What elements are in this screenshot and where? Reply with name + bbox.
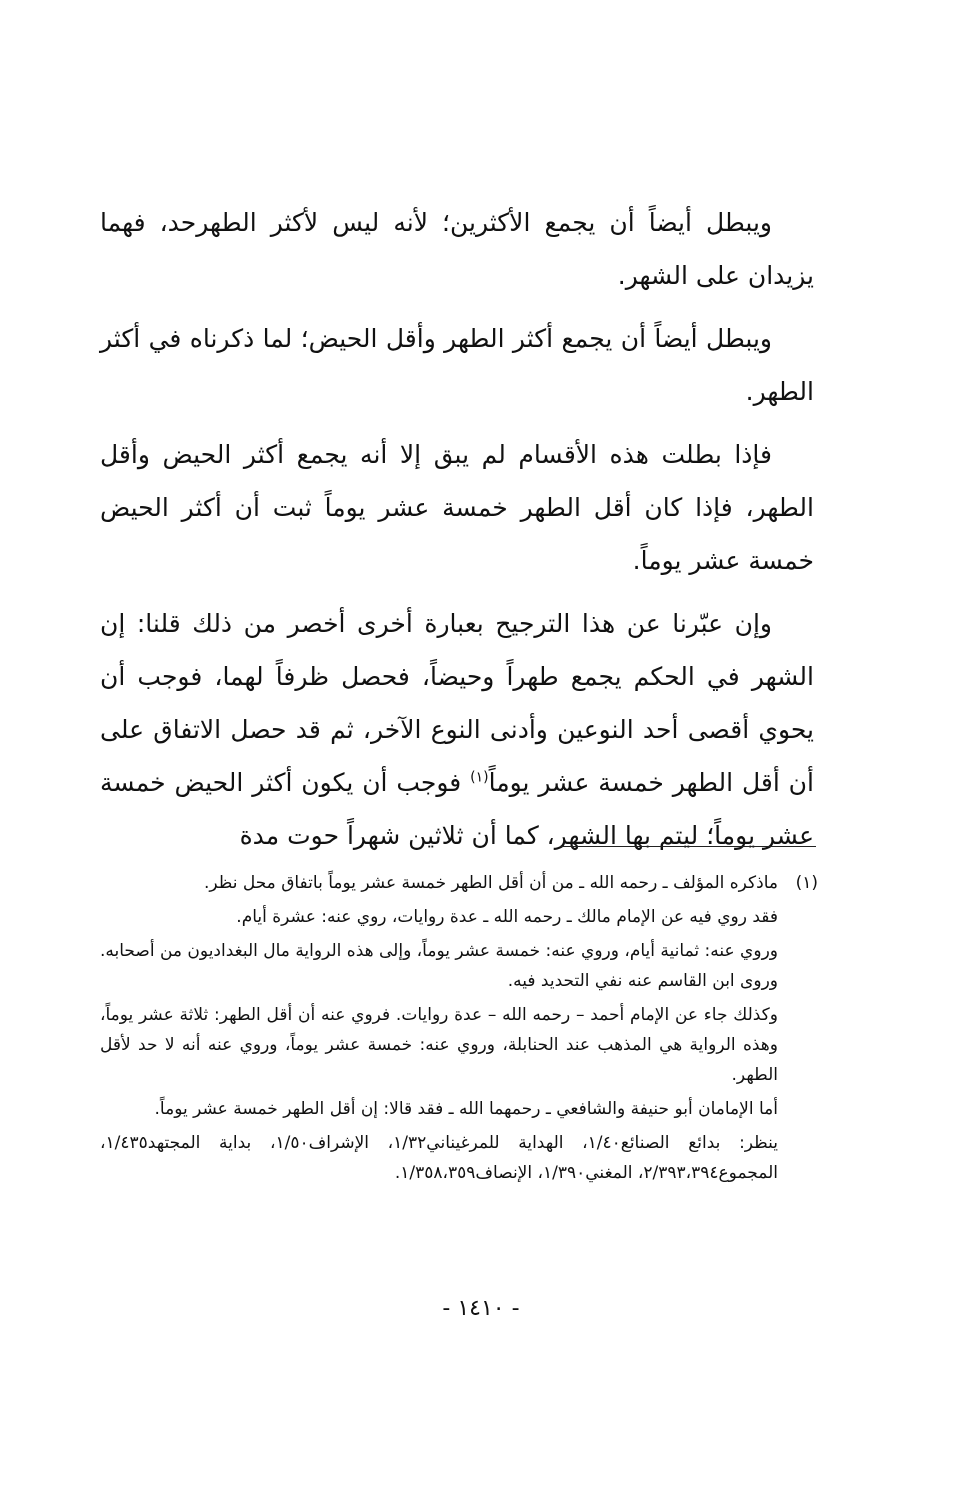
- paragraph-4: [100, 597, 814, 862]
- page-number: - ١٤١٠ -: [442, 1296, 520, 1321]
- paragraph-1: ويبطل أيضاً أن يجمع الأكثرين؛ لأنه ليس لأكثر الطهرحد، فهما يزيدان على الشهر.: [100, 208, 814, 290]
- footnote-line: ماذكره المؤلف ـ رحمه الله ـ من أن أقل الطهر خمسة عشر يوماً باتفاق محل نظر.: [203, 873, 778, 893]
- main-text: [100, 196, 814, 872]
- footnotes: [100, 868, 818, 1192]
- footnote-line: ينظر: بدائع الصنائع١/٤٠، الهداية للمرغيناني١/٣٢، الإشراف١/٥٠، بداية المجتهد١/٤٣٥، المجموع٢/٣٩٣،٣٩٤، المغني١/٣٩٠، الإنصاف١/٣٥٨،٣٥٩.: [100, 1133, 778, 1183]
- footnote: [100, 868, 818, 1192]
- paragraph-4-part-1: وإن عبّرنا عن هذا الترجيح بعبارة أخرى أخصر من ذلك قلنا: إن الشهر في الحكم يجمع طهراً وحيضاً، فحصل ظرفاً لهما، فوجب أن يحوي أقصى أحد النوعين وأدنى النوع الآخر، ثم قد حصل الاتفاق على أن أقل الطهر خمسة عشر يوماً: [100, 609, 814, 797]
- footnote-line: فقد روي فيه عن الإمام مالك ـ رحمه الله ـ عدة روايات، روي عنه: عشرة أيام.: [236, 907, 778, 927]
- footnote-body: [100, 868, 778, 1192]
- footnote-line: وروي عنه: ثمانية أيام، وروي عنه: خمسة عشر يوماً، وإلى هذه الرواية مال البغداديون من أصحابه. وروى ابن القاسم عنه نفي التحديد فيه.: [100, 941, 778, 991]
- paragraph-4-part-2: فوجب أن يكون أكثر الحيض خمسة عشر يوماً؛ ليتم بها الشهر، كما أن ثلاثين شهراً حوت مدة: [100, 768, 814, 850]
- footnote-separator: [560, 846, 816, 847]
- footnote-line: وكذلك جاء عن الإمام أحمد – رحمه الله – عدة روايات. فروي عنه أن أقل الطهر: ثلاثة عشر يوماً، وهذه الرواية هي المذهب عند الحنابلة، وروي عنه: خمسة عشر يوماً، وروي عنه أنه لا حد لأقل الطهر.: [100, 1005, 778, 1085]
- footnote-reference[interactable]: (١): [470, 769, 489, 786]
- paragraph-3: فإذا بطلت هذه الأقسام لم يبق إلا أنه يجمع أكثر الحيض وأقل الطهر، فإذا كان أقل الطهر خمسة عشر يوماً ثبت أن أكثر الحيض خمسة عشر يوماً.: [100, 440, 814, 575]
- paragraph-2: ويبطل أيضاً أن يجمع أكثر الطهر وأقل الحيض؛ لما ذكرناه في أكثر الطهر.: [100, 324, 814, 406]
- footnote-number: (١): [795, 873, 818, 893]
- footnote-line: أما الإمامان أبو حنيفة والشافعي ـ رحمهما الله ـ فقد قالا: إن أقل الطهر خمسة عشر يوماً.: [154, 1099, 778, 1119]
